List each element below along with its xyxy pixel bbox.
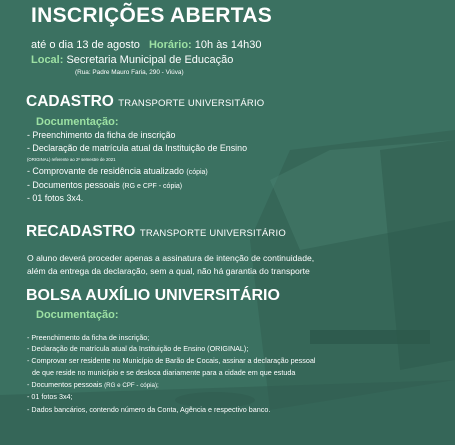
list-item: - Preenchimento da ficha de inscrição [27, 130, 176, 140]
list-item-text: - Comprovante de residência atualizado [27, 166, 184, 176]
cadastro-heading [26, 93, 264, 111]
location-value: Secretaria Municipal de Educação [66, 54, 234, 66]
recadastro-body-line-1: O aluno deverá proceder apenas a assinatura de intenção de continuidade, [27, 253, 315, 263]
cadastro-doc-heading: Documentação: [36, 116, 119, 128]
recadastro-heading [26, 223, 286, 241]
list-item-continuation: de que reside no município e se desloca diariamente para a cidade em que estuda [32, 368, 296, 377]
list-item: - 01 fotos 3x4; [27, 392, 73, 401]
list-item: - Dados bancários, contendo número da Conta, Agência e respectivo banco. [27, 405, 271, 414]
list-item: - 01 fotos 3x4. [27, 193, 84, 203]
poster-title: INSCRIÇÕES ABERTAS [31, 4, 273, 27]
list-item [27, 167, 208, 176]
list-item-text: - Documentos pessoais [27, 380, 103, 389]
list-item: - Declaração de matrícula atual da Instituição de Ensino [27, 143, 248, 153]
cadastro-subtitle: TRANSPORTE UNIVERSITÁRIO [118, 98, 265, 109]
list-item-note: (cópia) [186, 169, 208, 176]
recadastro-body-line-2: além da entrega da declaração, sem a qual, não há garantia do transporte [27, 266, 310, 276]
list-item: - Preenchimento da ficha de inscrição; [27, 333, 150, 342]
cadastro-title: CADASTRO [26, 93, 114, 110]
list-item-note: (RG e CPF - cópia); [104, 382, 159, 389]
list-item: - Comprovar ser residente no Município de Barão de Cocais, assinar a declaração pessoal [27, 356, 316, 365]
registration-date [31, 39, 261, 51]
recadastro-title: RECADASTRO [26, 223, 136, 240]
location-label: Local: [31, 54, 64, 66]
bolsa-doc-heading: Documentação: [36, 309, 119, 321]
list-item-note: (ORIGINAL) referente ao 2º semestre de 2021 [27, 157, 116, 162]
recadastro-subtitle: TRANSPORTE UNIVERSITÁRIO [139, 228, 286, 239]
list-item [27, 181, 182, 190]
bolsa-title: BOLSA AUXÍLIO UNIVERSITÁRIO [26, 287, 280, 304]
list-item-text: - Documentos pessoais [27, 180, 120, 190]
schedule-label: Horário: [148, 39, 192, 51]
location-address: (Rua: Padre Mauro Faria, 290 - Viúva) [75, 69, 184, 76]
date-text: até o dia 13 de agosto [31, 39, 140, 51]
location-line [31, 54, 233, 66]
list-item [27, 380, 159, 389]
list-item-note: (RG e CPF - cópia) [122, 183, 183, 190]
schedule-value: 10h às 14h30 [194, 39, 262, 51]
list-item: - Declaração de matrícula atual da Instituição de Ensino (ORIGINAL); [27, 344, 249, 353]
